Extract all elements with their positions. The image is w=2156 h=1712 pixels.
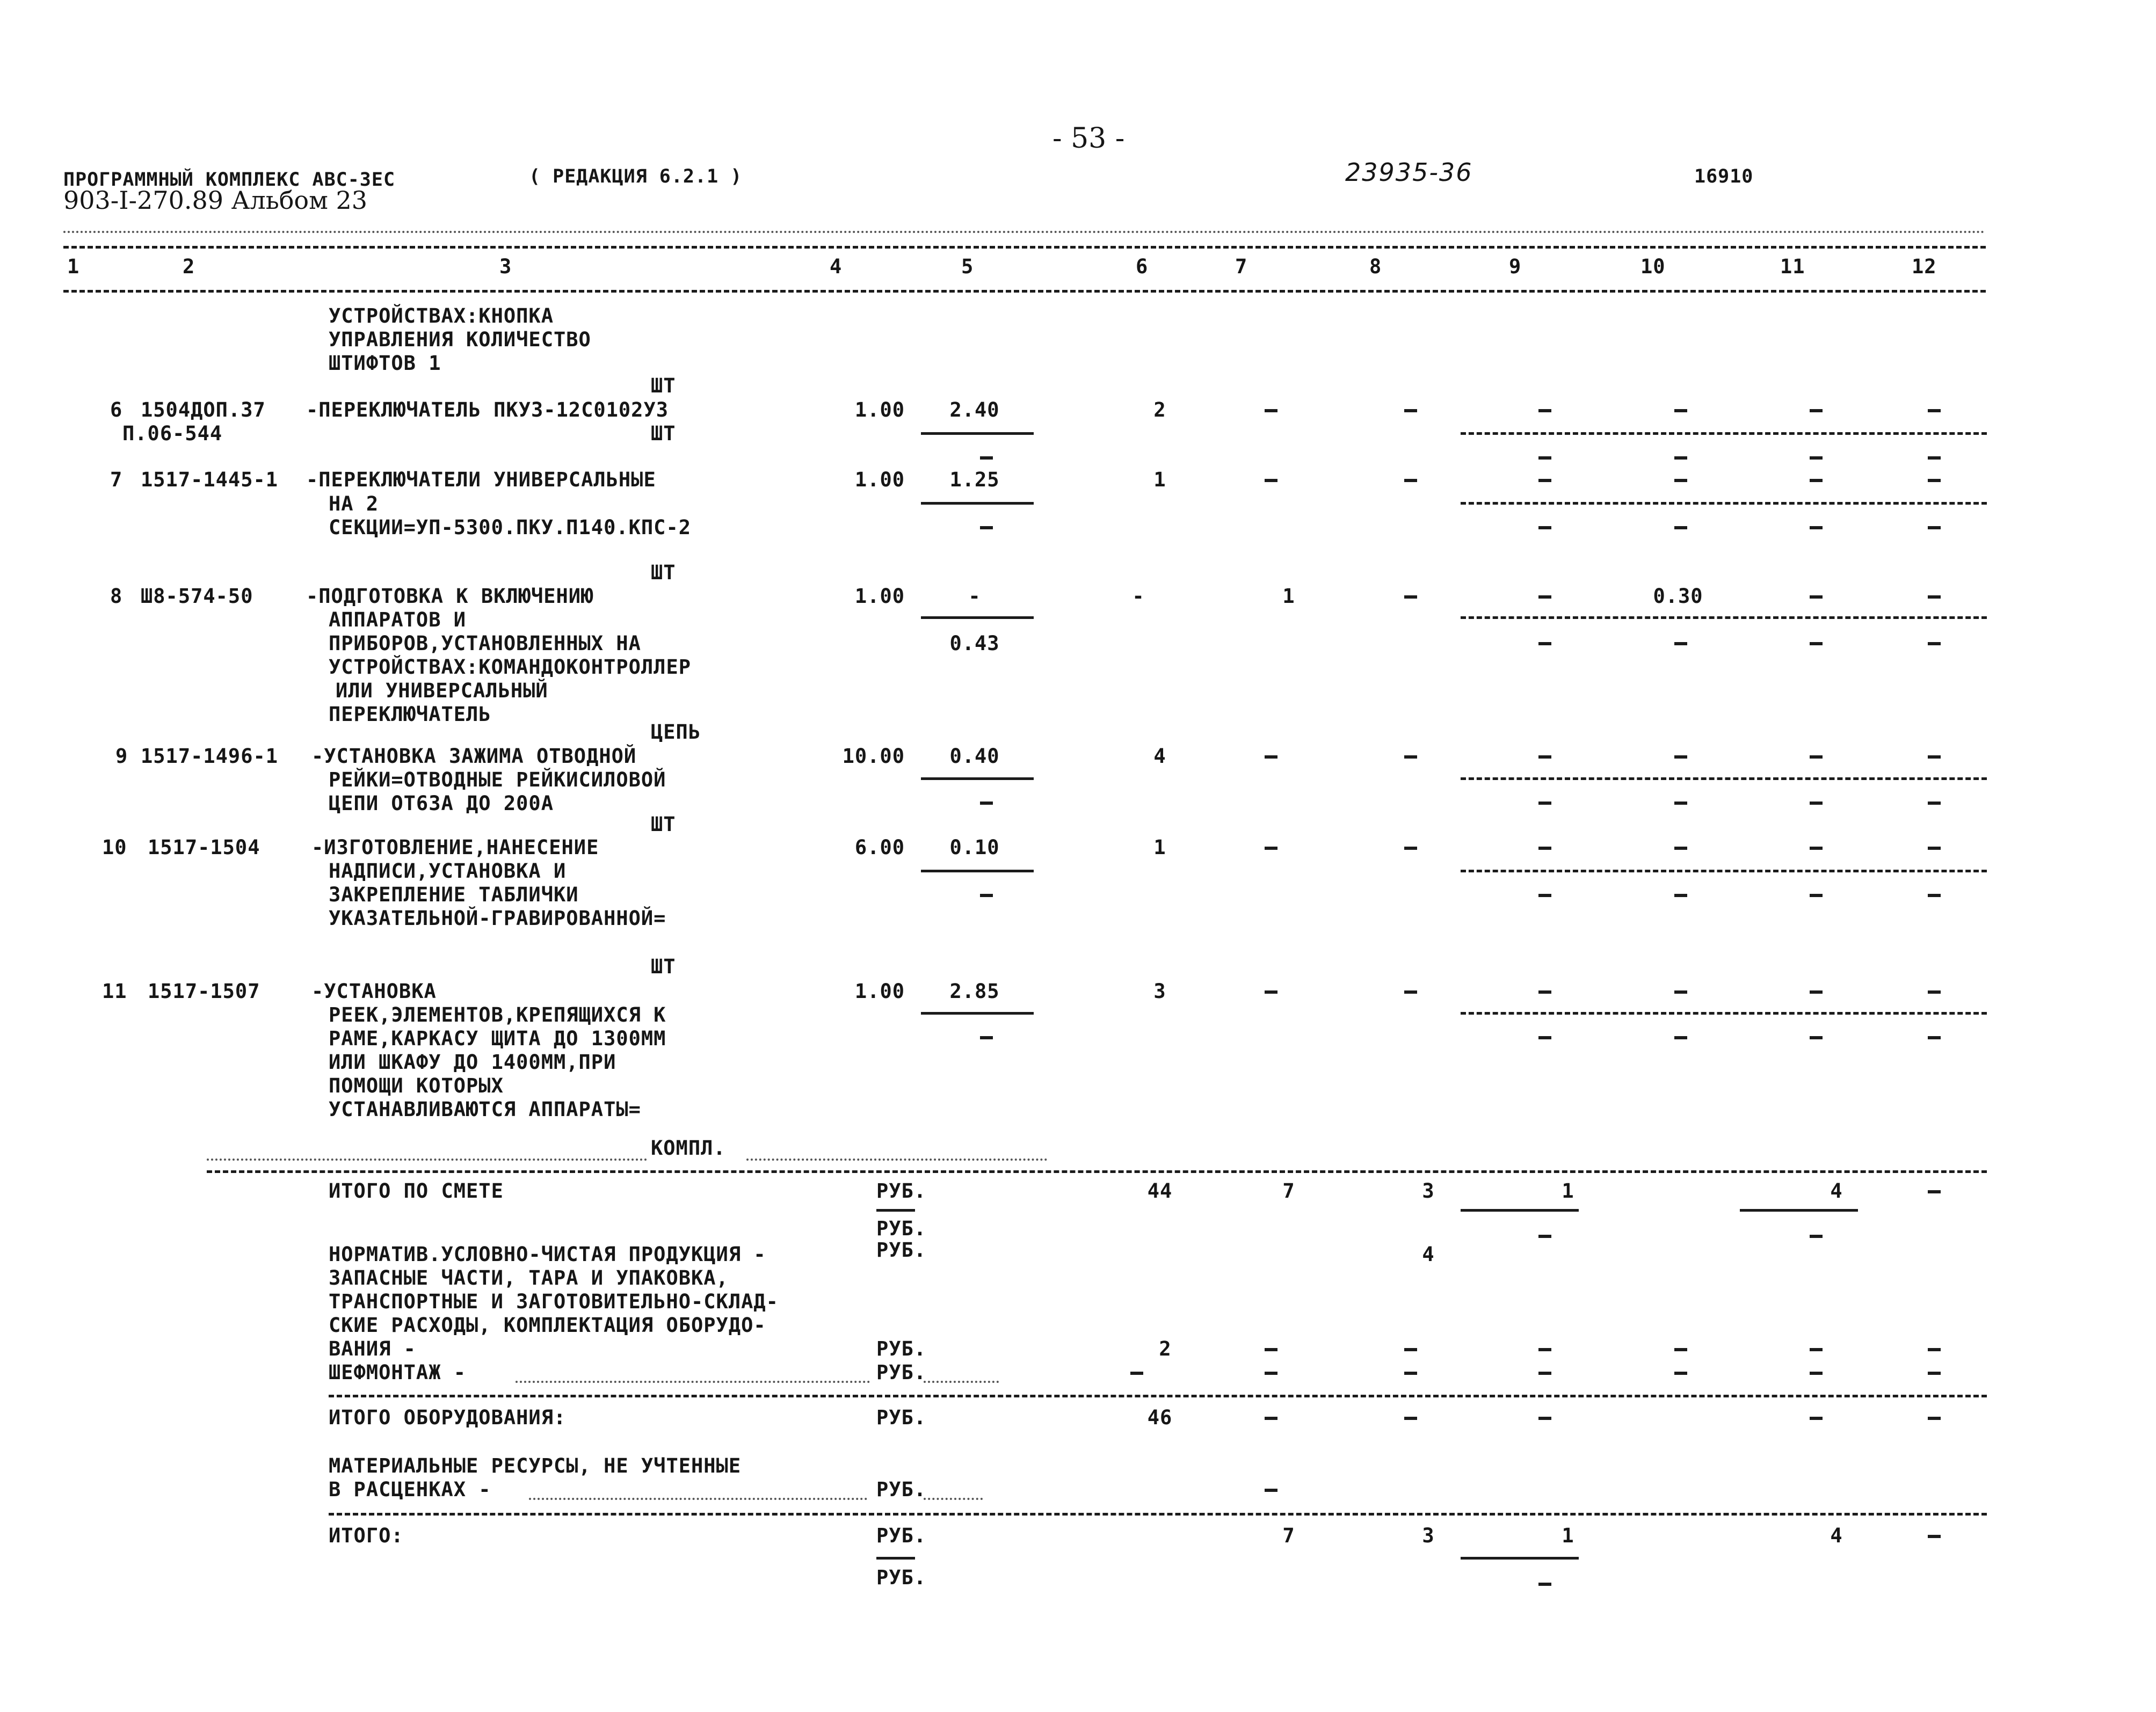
- dotted-divider: [516, 1381, 870, 1383]
- column-header: 3: [499, 255, 512, 278]
- dash-mark: [1538, 1583, 1551, 1586]
- dash-mark: [1928, 456, 1941, 460]
- oborud-rule: [329, 1395, 1987, 1397]
- col6-value: 2: [1159, 1337, 1172, 1360]
- dash-mark: [1810, 1036, 1823, 1039]
- dash-mark: [1928, 595, 1941, 599]
- quantity: 1.00: [854, 468, 905, 491]
- item-description-line: ПРИБОРОВ,УСТАНОВЛЕННЫХ НА: [329, 632, 641, 655]
- dash-mark: [1538, 1372, 1551, 1375]
- item-description-line: ЦЕПИ ОТ63А ДО 200А: [329, 792, 554, 815]
- dash-mark: [1928, 409, 1941, 412]
- item-code-secondary: П.06-544: [122, 422, 223, 445]
- dash-mark: [1674, 1372, 1687, 1375]
- dash-mark: [980, 456, 993, 460]
- col6-value: 1: [1153, 468, 1166, 491]
- col6-value: 46: [1147, 1406, 1173, 1429]
- dash-mark: [1404, 595, 1417, 599]
- item-code: 1517-1445-1: [141, 468, 279, 491]
- item-description-line: ЗАКРЕПЛЕНИЕ ТАБЛИЧКИ: [329, 883, 579, 906]
- currency-label: РУБ.: [876, 1478, 927, 1501]
- dash-mark: [1810, 755, 1823, 759]
- column-header: 12: [1912, 255, 1937, 278]
- value-underline: [921, 502, 1034, 505]
- col5-secondary-value: 0.43: [949, 632, 1000, 655]
- dash-mark: [1538, 990, 1551, 994]
- normative-line: ЗАПАСНЫЕ ЧАСТИ, ТАРА И УПАКОВКА,: [329, 1266, 729, 1290]
- dash-mark: [1538, 642, 1551, 645]
- item-number: 7: [110, 468, 123, 491]
- row-subtotal-rule: [1461, 616, 1987, 619]
- dash-mark: [1538, 456, 1551, 460]
- row-subtotal-rule: [1461, 432, 1987, 435]
- edition-label: ( РЕДАКЦИЯ 6.2.1 ): [529, 166, 743, 187]
- dash-mark: [1928, 802, 1941, 805]
- dash-mark: [1810, 456, 1823, 460]
- dash-mark: [1674, 755, 1687, 759]
- value-underline: [876, 1557, 915, 1560]
- dash-mark: [1810, 1348, 1823, 1351]
- page-number: - 53 -: [1052, 122, 1125, 155]
- dash-mark: [1265, 847, 1277, 850]
- totals-equipment-label: ИТОГО ОБОРУДОВАНИЯ:: [329, 1406, 567, 1429]
- dash-mark: [1674, 409, 1687, 412]
- dotted-divider: [207, 1159, 647, 1161]
- item-description-line: РАМЕ,КАРКАСУ ЩИТА ДО 1300ММ: [329, 1027, 666, 1050]
- dash-mark: [1404, 1417, 1417, 1420]
- item-code: 1517-1504: [148, 836, 260, 859]
- item-description-line: ИЛИ УНИВЕРСАЛЬНЫЙ: [336, 679, 548, 702]
- dash-mark: [1928, 1190, 1941, 1193]
- col9-value: 1: [1562, 1179, 1574, 1203]
- dash-mark: [1538, 802, 1551, 805]
- item-description-line: УСТАНАВЛИВАЮТСЯ АППАРАТЫ=: [329, 1098, 641, 1121]
- dash-mark: [980, 802, 993, 805]
- dash-mark: [1404, 847, 1417, 850]
- dash-mark: [1265, 990, 1277, 994]
- item-description-line: СЕКЦИИ=УП-5300.ПКУ.П140.КПС-2: [329, 516, 692, 539]
- dash-mark: [1810, 1372, 1823, 1375]
- dash-mark: [1674, 642, 1687, 645]
- dash-mark: [1538, 1417, 1551, 1420]
- dash-mark: [1538, 1235, 1551, 1238]
- column-header: 8: [1369, 255, 1382, 278]
- currency-label: РУБ.: [876, 1217, 927, 1240]
- col5-value: 2.85: [949, 980, 1000, 1003]
- dash-mark: [1810, 479, 1823, 482]
- unit-label: ШТ: [651, 374, 676, 397]
- dash-mark: [1810, 894, 1823, 897]
- unit-label: ШТ: [651, 955, 676, 978]
- value-underline: [1461, 1557, 1579, 1560]
- value-underline: [876, 1209, 915, 1212]
- row-subtotal-rule: [1461, 1012, 1987, 1015]
- item-description-line: -ИЗГОТОВЛЕНИЕ,НАНЕСЕНИЕ: [311, 836, 599, 859]
- dash-mark: [1674, 1348, 1687, 1351]
- item-description-line: ПЕРЕКЛЮЧАТЕЛЬ: [329, 703, 491, 726]
- dash-mark: [1674, 456, 1687, 460]
- unit-label: ШТ: [651, 813, 676, 836]
- value-underline: [921, 432, 1034, 435]
- dash-mark: [1265, 755, 1277, 759]
- item-description-line: -ПОДГОТОВКА К ВКЛЮЧЕНИЮ: [306, 585, 594, 608]
- column-header: 11: [1780, 255, 1805, 278]
- dash-mark: [980, 526, 993, 529]
- item-description-line: НА 2: [329, 492, 379, 515]
- dash-mark: [980, 1036, 993, 1039]
- dash-mark: [1674, 894, 1687, 897]
- dash-mark: [1810, 1235, 1823, 1238]
- value-underline: [921, 870, 1034, 872]
- dash-mark: [1810, 595, 1823, 599]
- dash-mark: [1538, 526, 1551, 529]
- col9-value: 1: [1562, 1524, 1574, 1547]
- dash-mark: [1810, 802, 1823, 805]
- totals-smeta-label: ИТОГО ПО СМЕТЕ: [329, 1179, 504, 1203]
- totals-final-label: ИТОГО:: [329, 1524, 404, 1547]
- item-number: 6: [110, 398, 123, 421]
- quantity: 1.00: [854, 398, 905, 421]
- dash-mark: [1265, 1417, 1277, 1420]
- dash-mark: [1928, 847, 1941, 850]
- dash-mark: [1928, 755, 1941, 759]
- normative-line: ВАНИЯ -: [329, 1337, 416, 1360]
- currency-label: РУБ.: [876, 1337, 927, 1360]
- dash-mark: [1538, 479, 1551, 482]
- value-underline: [921, 1012, 1034, 1015]
- quantity: 1.00: [854, 585, 905, 608]
- value-underline: [1740, 1209, 1858, 1212]
- handwritten-code: 23935-36: [1345, 158, 1473, 187]
- col10-value: 0.30: [1653, 585, 1703, 608]
- dash-mark: [1674, 479, 1687, 482]
- dash-mark: [1404, 755, 1417, 759]
- dash-mark: [1538, 1036, 1551, 1039]
- col11-value: 4: [1830, 1179, 1843, 1203]
- normative-line: ШЕФМОНТАЖ -: [329, 1361, 467, 1384]
- dash-mark: [1810, 526, 1823, 529]
- dotted-divider: [529, 1498, 867, 1500]
- normative-line: СКИЕ РАСХОДЫ, КОМПЛЕКТАЦИЯ ОБОРУДО-: [329, 1314, 766, 1337]
- dash-mark: [1404, 990, 1417, 994]
- col6-value: -: [1132, 585, 1145, 608]
- unit-label: ШТ: [651, 561, 676, 584]
- material-line: МАТЕРИАЛЬНЫЕ РЕСУРСЫ, НЕ УЧТЕННЫЕ: [329, 1454, 742, 1477]
- currency-label: РУБ.: [876, 1239, 927, 1262]
- currency-label: РУБ.: [876, 1566, 927, 1589]
- item-code: 1517-1496-1: [141, 745, 279, 768]
- col5-value: 2.40: [949, 398, 1000, 421]
- dash-mark: [1265, 1348, 1277, 1351]
- row-subtotal-rule: [1461, 502, 1987, 505]
- value-underline: [1461, 1209, 1579, 1212]
- material-line: В РАСЦЕНКАХ -: [329, 1478, 491, 1501]
- dash-mark: [1265, 479, 1277, 482]
- col7-value: 7: [1282, 1524, 1295, 1547]
- column-header: 1: [67, 255, 80, 278]
- dotted-divider: [63, 231, 1986, 233]
- unit-label: ЦЕПЬ: [651, 720, 701, 744]
- dash-mark: [1538, 894, 1551, 897]
- dash-mark: [1928, 1348, 1941, 1351]
- dash-mark: [1538, 755, 1551, 759]
- item-description-line: УСТРОЙСТВАХ:КОМАНДОКОНТРОЛЛЕР: [329, 655, 692, 679]
- item-number: 11: [102, 980, 127, 1003]
- item-code: 1504ДОП.37: [141, 398, 266, 421]
- dash-mark: [1674, 990, 1687, 994]
- dotted-divider: [924, 1498, 983, 1500]
- dash-mark: [1928, 1417, 1941, 1420]
- item-description-line: УСТРОЙСТВАХ:КНОПКА: [329, 304, 554, 327]
- column-header: 2: [183, 255, 195, 278]
- dash-mark: [1810, 847, 1823, 850]
- item-description-line: НАДПИСИ,УСТАНОВКА И: [329, 859, 567, 883]
- col7-value: 1: [1282, 585, 1295, 608]
- currency-label: РУБ.: [876, 1179, 927, 1203]
- item-description-line: -ПЕРЕКЛЮЧАТЕЛЬ ПКУ3-12С0102У3: [306, 398, 669, 421]
- col5-value: 1.25: [949, 468, 1000, 491]
- dash-mark: [1928, 894, 1941, 897]
- col6-value: 1: [1153, 836, 1166, 859]
- dotted-divider: [924, 1381, 999, 1383]
- item-description-line: -УСТАНОВКА: [311, 980, 437, 1003]
- quantity: 10.00: [842, 745, 905, 768]
- dash-mark: [1928, 479, 1941, 482]
- col8-value: 3: [1422, 1179, 1435, 1203]
- normative-line: ТРАНСПОРТНЫЕ И ЗАГОТОВИТЕЛЬНО-СКЛАД-: [329, 1290, 779, 1313]
- item-code: Ш8-574-50: [141, 585, 253, 608]
- row-subtotal-rule: [1461, 870, 1987, 872]
- document-number: 16910: [1694, 166, 1754, 187]
- currency-label: РУБ.: [876, 1361, 927, 1384]
- row-subtotal-rule: [1461, 777, 1987, 780]
- program-title: ПРОГРАММНЫЙ КОМПЛЕКС АВС-3ЕС: [63, 169, 396, 191]
- item-description-line: РЕЙКИ=ОТВОДНЫЕ РЕЙКИСИЛОВОЙ: [329, 768, 666, 791]
- dash-mark: [1674, 526, 1687, 529]
- item-description-line: ШТИФТОВ 1: [329, 352, 441, 375]
- col8-value: 4: [1422, 1243, 1435, 1266]
- dash-mark: [1404, 1372, 1417, 1375]
- dash-mark: [1674, 847, 1687, 850]
- item-description-line: -ПЕРЕКЛЮЧАТЕЛИ УНИВЕРСАЛЬНЫЕ: [306, 468, 656, 491]
- dash-mark: [1928, 1535, 1941, 1538]
- normative-line: НОРМАТИВ.УСЛОВНО-ЧИСТАЯ ПРОДУКЦИЯ -: [329, 1243, 766, 1266]
- kompl-label: КОМПЛ.: [651, 1137, 726, 1160]
- currency-label: РУБ.: [876, 1524, 927, 1547]
- item-description-line: РЕЕК,ЭЛЕМЕНТОВ,КРЕПЯЩИХСЯ К: [329, 1003, 666, 1026]
- column-header: 6: [1136, 255, 1149, 278]
- quantity: 6.00: [854, 836, 905, 859]
- dash-mark: [1810, 409, 1823, 412]
- value-underline: [921, 777, 1034, 780]
- col5-value: -: [968, 585, 981, 608]
- dash-mark: [1810, 990, 1823, 994]
- item-description-line: ПОМОЩИ КОТОРЫХ: [329, 1074, 504, 1097]
- header-rule-bottom: [63, 290, 1986, 293]
- dash-mark: [1404, 409, 1417, 412]
- album-reference: 903-I-270.89 Альбом 23: [63, 186, 368, 215]
- dash-mark: [1810, 642, 1823, 645]
- dash-mark: [1928, 1036, 1941, 1039]
- item-description-line: АППАРАТОВ И: [329, 608, 467, 631]
- col6-value: 44: [1147, 1179, 1173, 1203]
- col6-value: 2: [1153, 398, 1166, 421]
- item-code: 1517-1507: [148, 980, 260, 1003]
- dash-mark: [1674, 802, 1687, 805]
- dash-mark: [1130, 1372, 1143, 1375]
- col8-value: 3: [1422, 1524, 1435, 1547]
- dash-mark: [1265, 409, 1277, 412]
- dash-mark: [1404, 1348, 1417, 1351]
- item-number: 9: [115, 745, 128, 768]
- col11-value: 4: [1830, 1524, 1843, 1547]
- dash-mark: [1928, 642, 1941, 645]
- column-header: 9: [1509, 255, 1522, 278]
- unit-label: ШТ: [651, 422, 676, 445]
- dash-mark: [1265, 1372, 1277, 1375]
- dash-mark: [1538, 847, 1551, 850]
- column-header: 4: [830, 255, 843, 278]
- value-underline: [921, 616, 1034, 619]
- dash-mark: [1538, 1348, 1551, 1351]
- dash-mark: [1810, 1417, 1823, 1420]
- column-header: 10: [1640, 255, 1666, 278]
- quantity: 1.00: [854, 980, 905, 1003]
- dash-mark: [1674, 1036, 1687, 1039]
- column-header: 5: [961, 255, 974, 278]
- col6-value: 4: [1153, 745, 1166, 768]
- header-rule-top: [63, 246, 1986, 249]
- col5-value: 0.40: [949, 745, 1000, 768]
- column-header: 7: [1235, 255, 1248, 278]
- item-description-line: УПРАВЛЕНИЯ КОЛИЧЕСТВО: [329, 328, 591, 351]
- dash-mark: [980, 894, 993, 897]
- dotted-divider: [746, 1159, 1047, 1161]
- item-number: 8: [110, 585, 123, 608]
- dash-mark: [1538, 595, 1551, 599]
- dash-mark: [1928, 1372, 1941, 1375]
- item-description-line: -УСТАНОВКА ЗАЖИМА ОТВОДНОЙ: [311, 745, 637, 768]
- totals-rule-top: [207, 1170, 1987, 1173]
- item-description-line: ИЛИ ШКАФУ ДО 1400ММ,ПРИ: [329, 1051, 616, 1074]
- col5-value: 0.10: [949, 836, 1000, 859]
- dash-mark: [1928, 990, 1941, 994]
- col6-value: 3: [1153, 980, 1166, 1003]
- dash-mark: [1265, 1489, 1277, 1492]
- dash-mark: [1404, 479, 1417, 482]
- currency-label: РУБ.: [876, 1406, 927, 1429]
- dash-mark: [1538, 409, 1551, 412]
- dash-mark: [1928, 526, 1941, 529]
- item-number: 10: [102, 836, 127, 859]
- itogo-rule: [329, 1513, 1987, 1516]
- item-description-line: УКАЗАТЕЛЬНОЙ-ГРАВИРОВАННОЙ=: [329, 907, 666, 930]
- col7-value: 7: [1282, 1179, 1295, 1203]
